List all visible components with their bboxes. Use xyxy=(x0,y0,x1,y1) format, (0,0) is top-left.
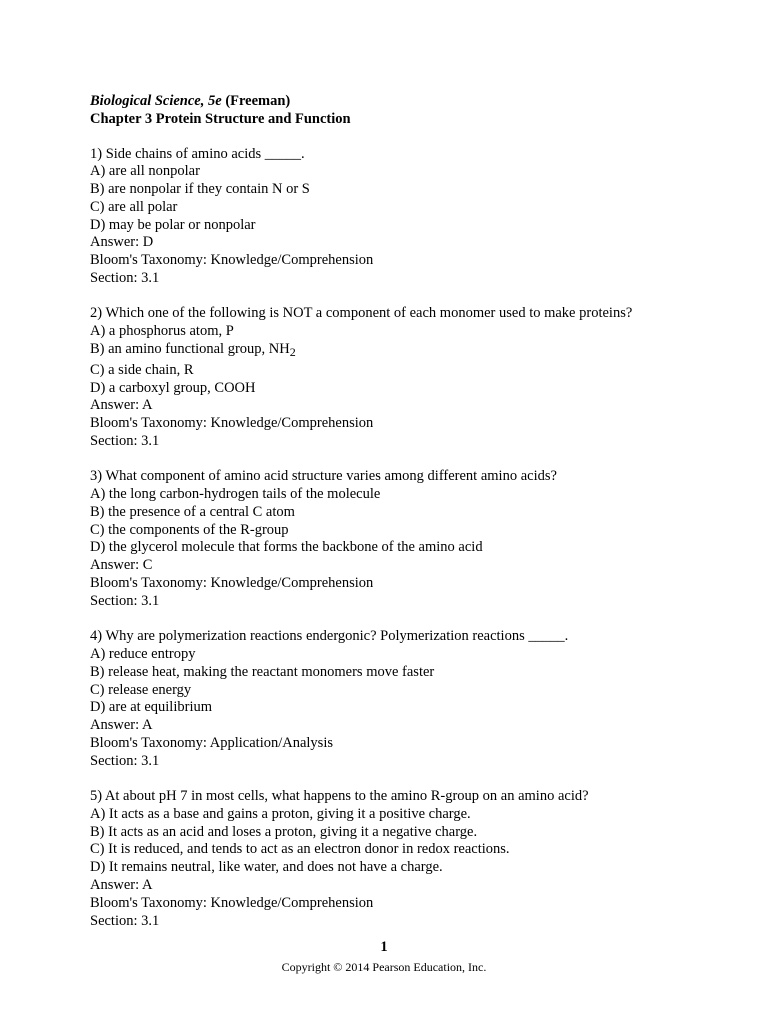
blooms-taxonomy: Bloom's Taxonomy: Knowledge/Comprehension xyxy=(90,894,374,911)
section: Section: 3.1 xyxy=(90,752,160,769)
answer: Answer: C xyxy=(90,557,153,574)
option-a: A) the long carbon-hydrogen tails of the molecule xyxy=(90,486,381,503)
option-b: B) release heat, making the reactant monomers move faster xyxy=(90,663,435,680)
section: Section: 3.1 xyxy=(90,270,160,287)
chapter-title: Chapter 3 Protein Structure and Function xyxy=(90,111,351,127)
answer: Answer: A xyxy=(90,717,153,734)
copyright-notice: Copyright © 2014 Pearson Education, Inc. xyxy=(281,960,487,974)
option-b: B) It acts as an acid and loses a proton, giving it a negative charge. xyxy=(90,823,478,840)
blooms-taxonomy: Bloom's Taxonomy: Knowledge/Comprehension xyxy=(90,575,374,592)
option-c: C) a side chain, R xyxy=(90,361,194,378)
book-author: (Freeman) xyxy=(221,93,291,109)
option-d: D) It remains neutral, like water, and does not have a charge. xyxy=(90,859,443,876)
option-a: A) are all nonpolar xyxy=(90,163,200,180)
option-d: D) the glycerol molecule that forms the backbone of the amino acid xyxy=(90,539,483,556)
question-5 xyxy=(90,788,730,930)
answer: Answer: A xyxy=(90,397,153,414)
subscript: 2 xyxy=(289,344,296,359)
answer: Answer: A xyxy=(90,876,153,893)
page-number: 1 xyxy=(380,939,388,955)
blooms-taxonomy: Bloom's Taxonomy: Application/Analysis xyxy=(90,734,333,751)
option-a: A) It acts as a base and gains a proton, giving it a positive charge. xyxy=(90,805,471,822)
question-3 xyxy=(90,468,730,610)
book-title-italic: Biological Science, 5e xyxy=(90,93,222,109)
blooms-taxonomy: Bloom's Taxonomy: Knowledge/Comprehension xyxy=(90,252,374,269)
section: Section: 3.1 xyxy=(90,912,160,929)
section: Section: 3.1 xyxy=(90,592,160,609)
question-stem: 3) What component of amino acid structure varies among different amino acids? xyxy=(90,468,557,485)
option-a: A) reduce entropy xyxy=(90,645,196,662)
option-b xyxy=(90,341,730,362)
document-page xyxy=(90,92,730,930)
question-stem: 2) Which one of the following is NOT a component of each monomer used to make proteins? xyxy=(90,305,633,322)
option-d: D) are at equilibrium xyxy=(90,699,212,716)
question-1 xyxy=(90,146,730,288)
question-4 xyxy=(90,628,730,770)
option-b: B) the presence of a central C atom xyxy=(90,503,295,520)
option-c: C) the components of the R-group xyxy=(90,521,289,538)
book-title xyxy=(90,92,730,110)
option-c: C) are all polar xyxy=(90,198,178,215)
question-stem: 1) Side chains of amino acids _____. xyxy=(90,145,305,162)
question-stem: 5) At about pH 7 in most cells, what happens to the amino R-group on an amino acid? xyxy=(90,788,589,804)
option-c: C) It is reduced, and tends to act as an electron donor in redox reactions. xyxy=(90,841,510,858)
blooms-taxonomy: Bloom's Taxonomy: Knowledge/Comprehension xyxy=(90,415,374,432)
option-b-text: B) an amino functional group, NH xyxy=(90,340,290,357)
option-c: C) release energy xyxy=(90,681,192,698)
answer: Answer: D xyxy=(90,234,154,251)
question-stem: 4) Why are polymerization reactions endergonic? Polymerization reactions _____. xyxy=(90,628,569,645)
section: Section: 3.1 xyxy=(90,432,160,449)
option-a: A) a phosphorus atom, P xyxy=(90,323,234,340)
option-d: D) a carboxyl group, COOH xyxy=(90,379,256,396)
question-2 xyxy=(90,305,730,450)
option-b: B) are nonpolar if they contain N or S xyxy=(90,181,310,198)
option-d: D) may be polar or nonpolar xyxy=(90,216,256,233)
